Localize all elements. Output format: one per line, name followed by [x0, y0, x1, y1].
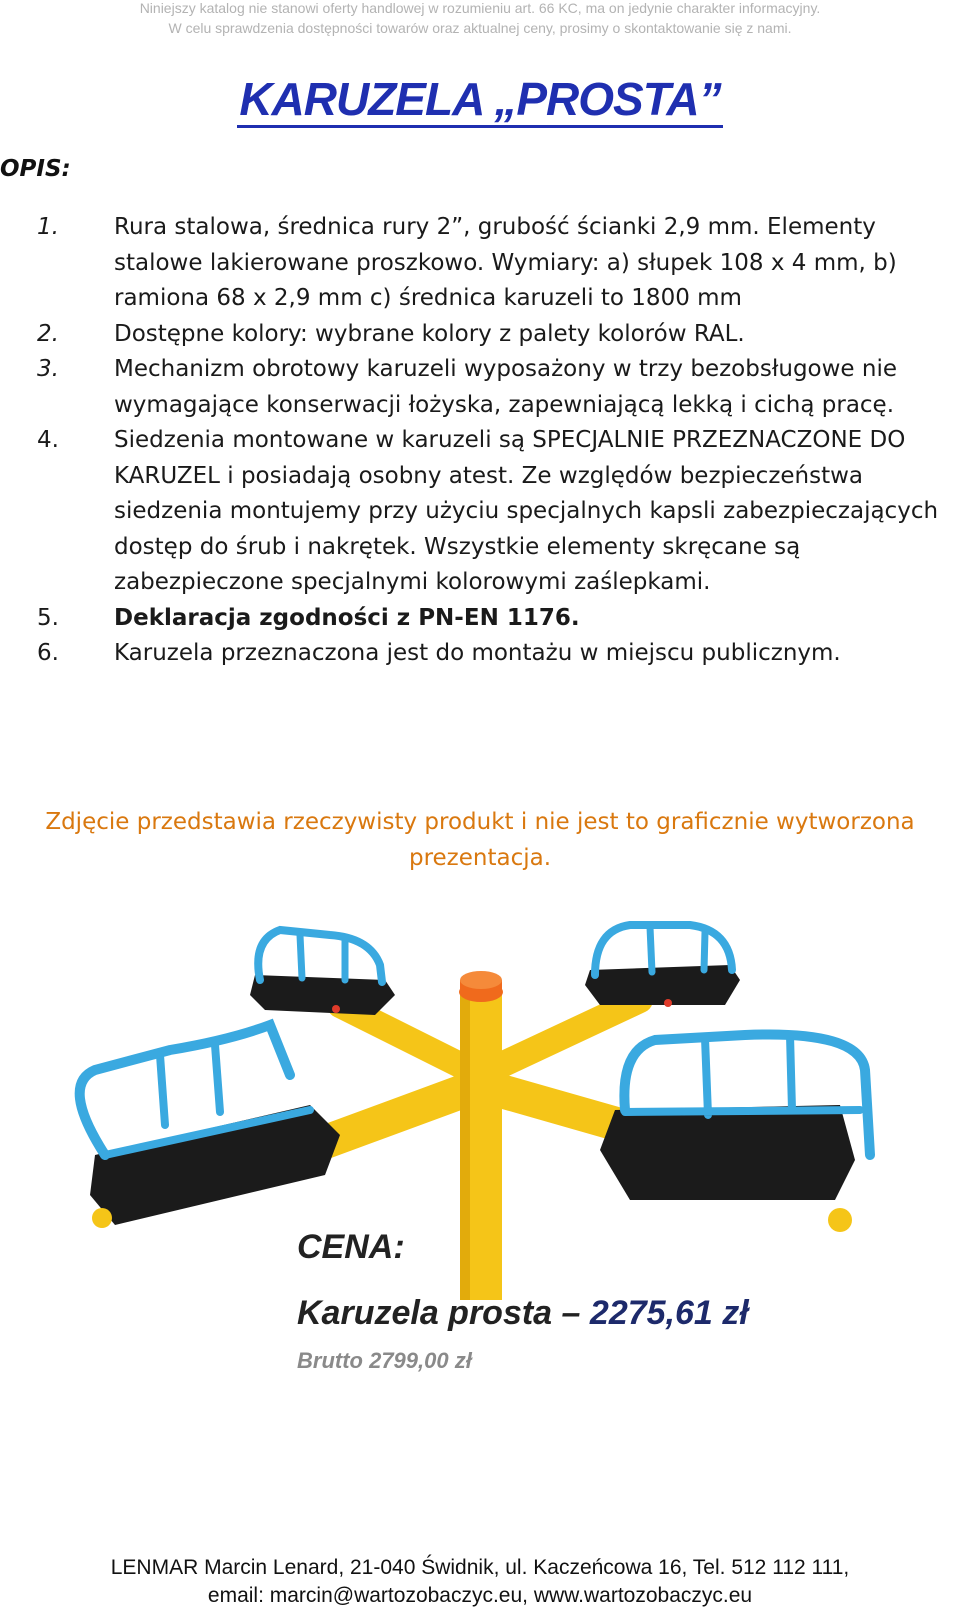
seat-bottom-left: [80, 1025, 340, 1228]
spec-item-number: 5.: [37, 604, 59, 631]
spec-item-text: Deklaracja zgodności z PN-EN 1176.: [114, 604, 580, 631]
spec-item-2: [0, 317, 960, 353]
page-title-text: KARUZELA „PROSTA”: [237, 73, 722, 128]
price-line: [297, 1294, 749, 1333]
net-price: 2275,61 zł: [589, 1294, 749, 1332]
spec-item-6: [0, 636, 960, 672]
footer-contact: email: marcin@wartozobaczyc.eu, www.wartozobaczyc.eu: [207, 1584, 753, 1607]
spec-item-1: [0, 210, 960, 317]
spec-item-number: 6.: [37, 640, 59, 666]
spec-item-3: [0, 352, 960, 423]
spec-item-5: [0, 601, 960, 637]
carousel-photo: [40, 900, 920, 1300]
spec-item-text: Karuzela przeznaczona jest do montażu w miejscu publicznym.: [114, 640, 841, 666]
spec-item-4: [0, 423, 960, 601]
spec-list: [0, 210, 960, 672]
seat-top-left: [250, 930, 395, 1015]
spec-item-text: Mechanizm obrotowy karuzeli wyposażony w trzy bezobsługowe nie wymagające konserwacji łożyska, zapewniającą lekką i cichą pracę.: [114, 356, 897, 418]
spec-item-text: Rura stalowa, średnica rury 2”, grubość ścianki 2,9 mm. Elementy stalowe lakierowane proszkowo. Wymiary: a) słupek 108 x 4 mm, b) ramiona 68 x 2,9 mm c) średnica karuzeli to 1800 mm: [114, 214, 897, 311]
opis-label: OPIS:: [0, 156, 71, 182]
disclaimer-line-2: W celu sprawdzenia dostępności towarów oraz aktualnej ceny, prosimy o skontaktowanie się z nami.: [168, 20, 792, 36]
spec-item-number: 2.: [37, 320, 59, 347]
product-name: Karuzela prosta: [297, 1294, 553, 1332]
spec-item-number: 4.: [37, 427, 59, 453]
spec-item-text: Dostępne kolory: wybrane kolory z palety kolorów RAL.: [114, 320, 745, 347]
seat-bottom-right: [600, 1034, 870, 1232]
photo-note: Zdjęcie przedstawia rzeczywisty produkt i nie jest to graficznie wytworzona prezentacja.: [45, 809, 915, 871]
spec-item-number: 1.: [37, 214, 59, 240]
price-label: CENA:: [297, 1228, 405, 1266]
spec-item-text: Siedzenia montowane w karuzeli są SPECJALNIE PRZEZNACZONE DO KARUZEL i posiadają osobny atest. Ze względów bezpieczeństwa siedzenia montujemy przy użyciu specjalnych kapsli zabezpieczających dostęp do śrub i nakrętek. Wszystkie elementy skręcane są zabezpieczone specjalnymi kolorowymi zaślepkami.: [114, 427, 939, 595]
page-title: [0, 72, 960, 126]
gross-price: Brutto 2799,00 zł: [297, 1348, 472, 1373]
spec-item-number: 3.: [37, 356, 59, 382]
disclaimer-line-1: Niniejszy katalog nie stanowi oferty handlowej w rozumieniu art. 66 KC, ma on jedynie charakter informacyjny.: [139, 0, 821, 16]
center-post: [459, 971, 503, 1300]
price-dash: –: [561, 1294, 581, 1332]
seat-top-right: [585, 925, 740, 1007]
footer-address: LENMAR Marcin Lenard, 21-040 Świdnik, ul. Kaczeńcowa 16, Tel. 512 112 111,: [110, 1556, 850, 1579]
